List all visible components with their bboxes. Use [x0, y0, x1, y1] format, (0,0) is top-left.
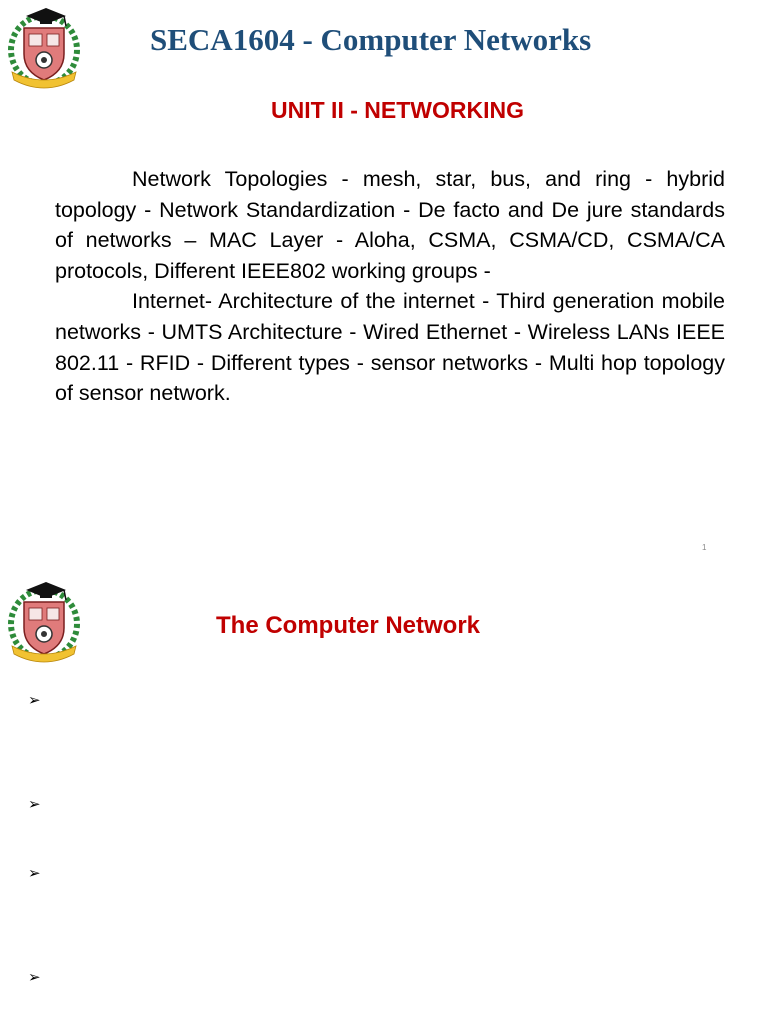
slide-2 — [0, 572, 768, 1024]
bullet-arrow-icon: ➢ — [28, 796, 41, 813]
university-emblem-icon — [2, 2, 86, 90]
bullet-arrow-icon: ➢ — [28, 865, 41, 882]
syllabus-paragraph — [55, 164, 725, 409]
university-emblem-icon — [2, 576, 86, 664]
page-number: 1 — [702, 543, 707, 552]
bullet-arrow-icon: ➢ — [28, 969, 41, 986]
section-title: The Computer Network — [216, 612, 481, 639]
syllabus-text-part-2: Internet- Architecture of the internet - Third generation mobile networks - UMTS Architecture - Wired Ethernet - Wireless LANs IEEE 802.11 - RFID - Different types - sensor networks - Multi hop topology of sensor network. — [55, 289, 725, 406]
unit-title: UNIT II - NETWORKING — [271, 97, 524, 123]
bullet-arrow-icon: ➢ — [28, 692, 41, 709]
course-title: SECA1604 - Computer Networks — [150, 22, 592, 57]
syllabus-text-part-1: Network Topologies - mesh, star, bus, and ring - hybrid topology - Network Standardization - De facto and De jure standards of networks – MAC Layer - Aloha, CSMA, CSMA/CD, CSMA/CA protocols, Different IEEE802 working groups - — [55, 167, 725, 283]
